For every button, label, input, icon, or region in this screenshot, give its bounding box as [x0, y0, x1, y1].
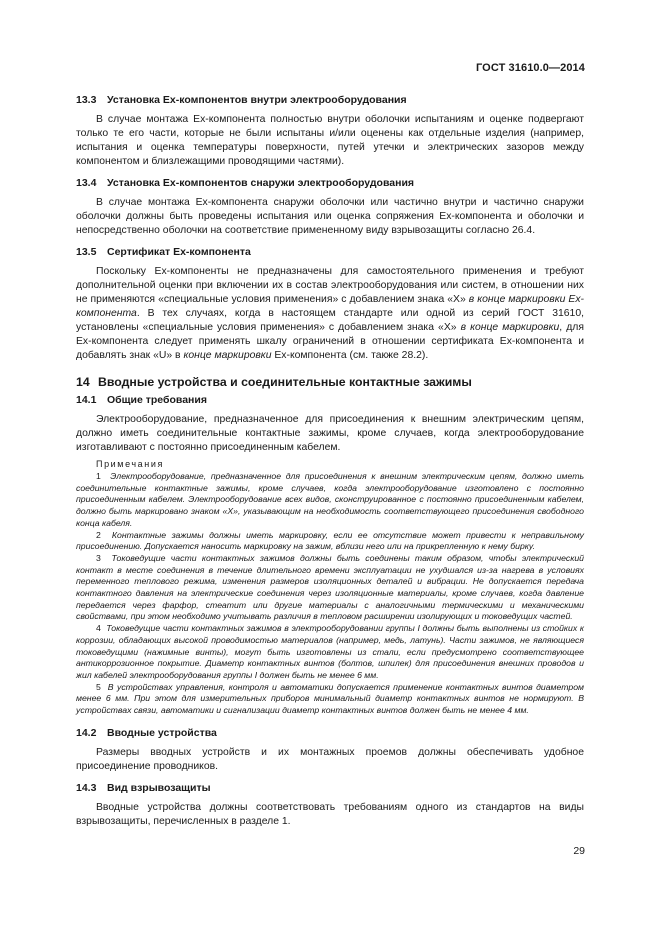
note-item	[76, 553, 584, 623]
section-title: Установка Ex-компонентов внутри электрооборудования	[107, 94, 407, 106]
section-13-3-text: В случае монтажа Ex-компонента полностью внутри оболочки испытаниям и оценке подвергают только те его части, которые не были испытаны и/или оценены как отдельные изделия (например, испытания и оценка температуры поверхности, путей утечки и электрических зазоров между компонентом и близлежащими проводящими частями).	[76, 114, 584, 167]
section-13-4-heading	[76, 177, 584, 190]
section-14-heading	[76, 375, 584, 390]
section-number: 14	[76, 375, 90, 389]
note-text: Токоведущие части контактных зажимов в электрооборудовании группы I должны быть выполнены из стойких к коррозии, обладающих высокой проводимостью материалов (например, медь, латунь). Части зажимов, не являющиеся токоведущими (нажимные винты), могут быть изготовлены из стали, если предусмотрено соответствующее антикоррозионное покрытие. Диаметр контактных винтов (болтов, шпилек) для присоединения внешних проводов и жил кабелей электрооборудования группы I должен быть не менее 6 мм.	[76, 623, 584, 680]
section-number: 13.4	[76, 177, 97, 189]
section-number: 14.2	[76, 726, 97, 739]
section-13-5-text	[76, 265, 584, 363]
section-title: Вид взрывозащиты	[107, 781, 211, 794]
note-number: 5	[96, 681, 101, 692]
note-item	[76, 530, 584, 553]
italic-run: конце маркировки	[183, 350, 272, 361]
section-14-3-heading	[76, 782, 584, 795]
note-item	[76, 471, 584, 530]
section-14-2-text: Размеры вводных устройств и их монтажных проемов должны обеспечивать удобное присоединение проводников.	[76, 746, 584, 772]
note-number: 3	[96, 552, 101, 563]
section-14-1-text: Электрооборудование, предназначенное для присоединения к внешним электрическим цепям, должно иметь соединительные контактные зажимы, кроме случаев, когда электрооборудование изготавливают с постоянно присоединенным кабелем.	[76, 414, 584, 453]
note-text: Контактные зажимы должны иметь маркировку, если ее отсутствие может привести к неправильному присоединению. Допускается наносить маркировку на зажим, вблизи него или на прикрепленную к нему бирку.	[76, 529, 584, 552]
note-text: В устройствах управления, контроля и автоматики допускается применение контактных винтов диаметром менее 6 мм. При этом для измерительных приборов минимальный диаметр контактных винтов не нормируют. В устройствах связи, автоматики и сигнализации диаметр контактных винтов должен быть не менее 4 мм.	[76, 681, 585, 716]
note-text: Токоведущие части контактных зажимов должны быть соединены таким образом, чтобы электрический контакт в месте соединения в течение длительного времени эксплуатации не ухудшался из-за нагрева в условиях переменного теплового режима, изменения размеров изоляционных деталей и вибрации. Не допускается передача контактного давления на электрические соединения через изоляционные материалы, кроме случаев, когда давление передается через фарфор, стеатит или другие материалы с аналогичными термическими и механическими свойствами, при этом необходимо учитывать различия в тепловом расширении изолирующих и токоведущих частей.	[76, 552, 584, 622]
section-13-3-heading	[76, 94, 584, 107]
section-13-4-text: В случае монтажа Ex-компонента снаружи оболочки или частично внутри и частично снаружи оболочки должны быть проведены испытания или оценка сопряжения Ex-компонента и оболочки и непосредственно оболочки на соответствие примененному виду взрывозащиты согласно 26.4.	[76, 197, 584, 236]
section-14-2-heading	[76, 727, 584, 740]
note-item	[76, 623, 584, 682]
note-number: 1	[96, 471, 101, 481]
section-number: 14.3	[76, 781, 97, 794]
section-number: 13.3	[76, 94, 97, 106]
section-13-5-heading	[76, 246, 584, 259]
section-number: 14.1	[76, 394, 97, 406]
note-number: 4	[96, 623, 101, 634]
section-title: Вводные устройства	[107, 726, 217, 739]
note-number: 2	[96, 529, 101, 540]
italic-run: в конце маркировки Ex-компонента	[76, 294, 584, 319]
section-title: Общие требования	[107, 394, 207, 406]
note-item	[76, 682, 584, 717]
section-14-1-heading	[76, 394, 584, 407]
section-title: Сертификат Ex-компонента	[107, 246, 251, 258]
text-run: Поскольку Ex-компоненты не предназначены для самостоятельного применения и требуют дополнительной оценки при включении их в состав электрооборудования или систем, в отношении них не применяются «специальные условия применения» с добавлением знака «X»	[76, 266, 584, 305]
text-run: . В тех случаях, когда в настоящем стандарте или одной из серий ГОСТ 31610, установлены «специальные условия применения» с добавлением знака «X»	[76, 308, 584, 333]
section-title: Установка Ex-компонентов снаружи электрооборудования	[107, 177, 415, 189]
page-content	[76, 94, 584, 837]
section-title: Вводные устройства и соединительные контактные зажимы	[98, 375, 472, 389]
text-run: , для Ex-компонента следует применять шкалу ограничений в отношении сертификата Ex-компонента и добавлять знак «U» в	[76, 322, 584, 361]
text-run: Ex-компонента (см. также 28.2).	[271, 350, 429, 361]
section-number: 13.5	[76, 246, 97, 258]
note-text: Электрооборудование, предназначенное для присоединения к внешним электрическим цепям, должно иметь соединительные контактные зажимы, кроме случаев, когда электрооборудование изготовлено с постоянно присоединенным кабелем. Электрооборудование всех видов, сконструированное с постоянно присоединенным кабелем, должно быть маркировано знаком «X», указывающим на необходимость соответствующего присоединения свободного конца кабеля.	[76, 471, 585, 528]
section-14-3-text: Вводные устройства должны соответствовать требованиям одного из стандартов на виды взрывозащиты, перечисленных в разделе 1.	[76, 801, 584, 827]
standard-designation: ГОСТ 31610.0—2014	[475, 62, 585, 74]
notes-label: Примечания	[96, 459, 164, 469]
page-number: 29	[573, 845, 585, 857]
italic-run: в конце маркировки	[460, 322, 560, 333]
